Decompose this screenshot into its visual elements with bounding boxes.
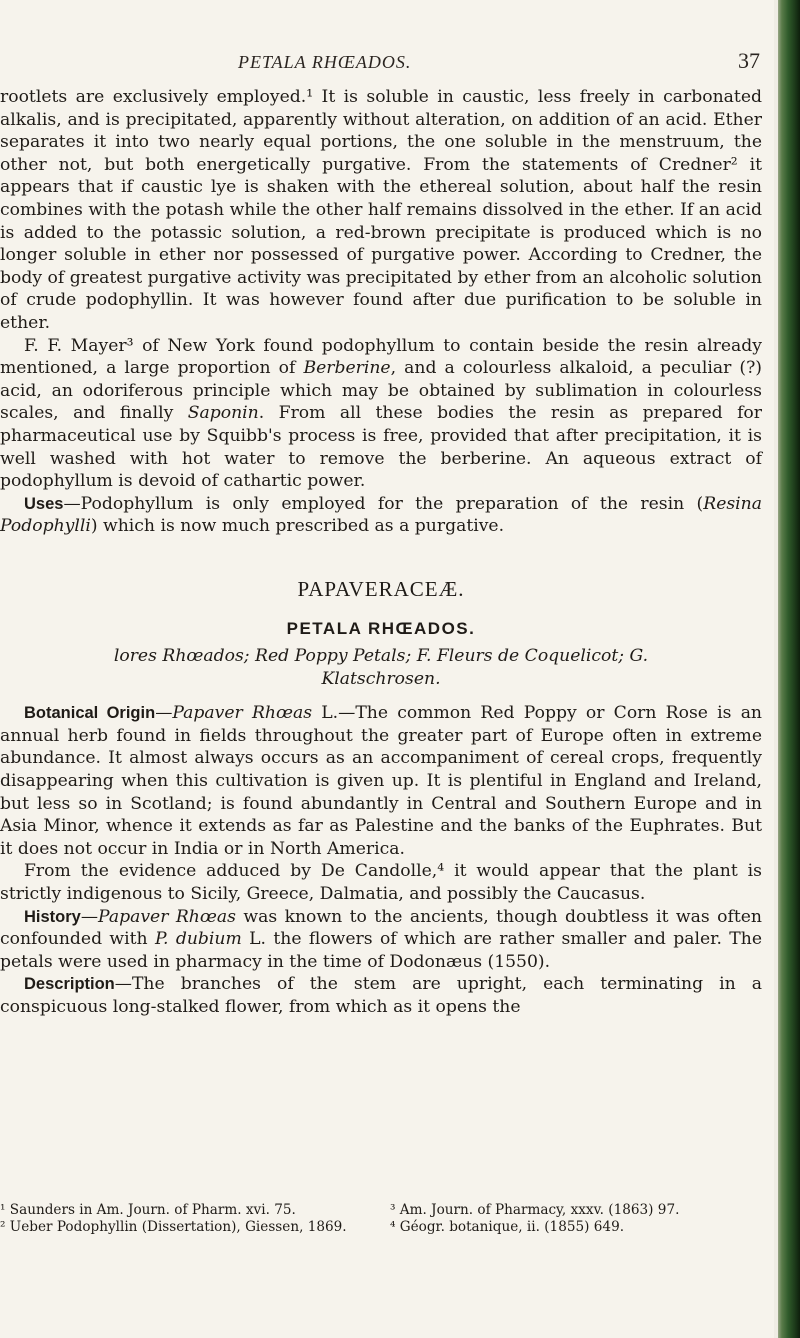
species-name: Papaver Rhœas [172, 703, 313, 724]
footnote-2: ² Ueber Podophyllin (Dissertation), Giessen, 1869. [0, 1219, 347, 1235]
family-heading: PAPAVERACEÆ. [297, 576, 465, 601]
history-label: History [24, 907, 81, 926]
saponin-term: Saponin [187, 403, 259, 424]
resina-podophylli: Resina Podophylli [0, 493, 762, 537]
paragraph-botanical-origin: Botanical Origin—Papaver Rhœas L.—The common Red Poppy or Corn Rose is an annual herb found in fields throughout the greater part of Europe often in extreme abundance. It almost always occurs as an accompaniment of cereal crops, frequently disappearing when this cultivation is given up. It is plentiful in England and Ireland, but less so in Scotland; is found abundantly in Central and Southern Europe and in Asia Minor, whence it extends as far as Palestine and the banks of the Euphrates. But it does not occur in India or in North America. [0, 703, 763, 859]
paragraph-podophyllin-resin: rootlets are exclusively employed.¹ It is soluble in caustic, less freely in carbonated alkalis, and is precipitated, apparently without alteration, on addition of an acid. Ether separates it into two nearly equal portions, the one soluble in the menstruum, the other not, but both energetically purgative. From the statements of Credner² it appears that if caustic lye is shaken with the ethereal solution, about half the resin combines with the potash while the other half remains dissolved in the ether. If an acid is added to the potassic solution, a red-brown precipitate is produced which is no longer soluble in ether nor possessed of purgative power. According to Credner, the body of greatest purgative activity was precipitated by ether from an alcoholic solution of crude podophyllin. It was however found after due purification to be soluble in ether. [0, 87, 762, 333]
drug-heading: PETALA RHŒADOS. [286, 619, 476, 639]
paragraph-mayer: F. F. Mayer³ of New York found podophyllum to contain beside the resin already mentioned, a large proportion of Berberine, and a colourless alkaloid, a peculiar (?) acid, an odoriferous principle which may be obtained by sublimation in colourless scales, and finally Saponin. From all these bodies the resin as prepared for pharmaceutical use by Squibb's process is free, provided that after precipitation, it is well washed with hot water to remove the berberine. An aqueous extract of podophyllum is devoid of cathartic power. [0, 335, 762, 492]
description-label: Description [24, 975, 115, 994]
running-title: PETALA RHŒADOS. [238, 52, 412, 72]
page-header [0, 42, 780, 82]
footnote-3: ³ Am. Journ. of Pharmacy, xxxv. (1863) 97. [390, 1202, 680, 1218]
book-binding-edge [774, 0, 800, 1338]
paragraph-history: History—Papaver Rhœas was known to the ancients, though doubtless it was often confounded with P. dubium L. the flowers of which are rather smaller and paler. The petals were used in pharmacy in the time of Dodonæus (1550). [0, 906, 762, 972]
body-text [0, 86, 762, 1019]
page-number: 37 [738, 48, 760, 73]
paragraph-candolle: From the evidence adduced by De Candolle,⁴ it would appear that the plant is strictly indigenous to Sicily, Greece, Dalmatia, and possibly the Caucasus. [0, 861, 762, 904]
botanical-origin-label: Botanical Origin [24, 704, 156, 723]
uses-label: Uses [24, 494, 64, 513]
berberine-term: Berberine [303, 358, 391, 379]
footnote-4: ⁴ Géogr. botanique, ii. (1855) 649. [390, 1219, 625, 1235]
paragraph-description: Description—The branches of the stem are upright, each terminating in a conspicuous long-stalked flower, from which as it opens the [0, 974, 762, 1017]
footnote-1: ¹ Saunders in Am. Journ. of Pharm. xvi. 75. [0, 1202, 296, 1218]
page-edge [774, 0, 778, 1338]
synonyms: lores Rhœados; Red Poppy Petals; F. Fleurs de Coquelicot; G. Klatschrosen. [113, 646, 649, 689]
paragraph-uses: Uses—Podophyllum is only employed for the preparation of the resin (Resina Podophylli) which is now much prescribed as a purgative. [0, 493, 762, 537]
footnotes [0, 1202, 762, 1236]
